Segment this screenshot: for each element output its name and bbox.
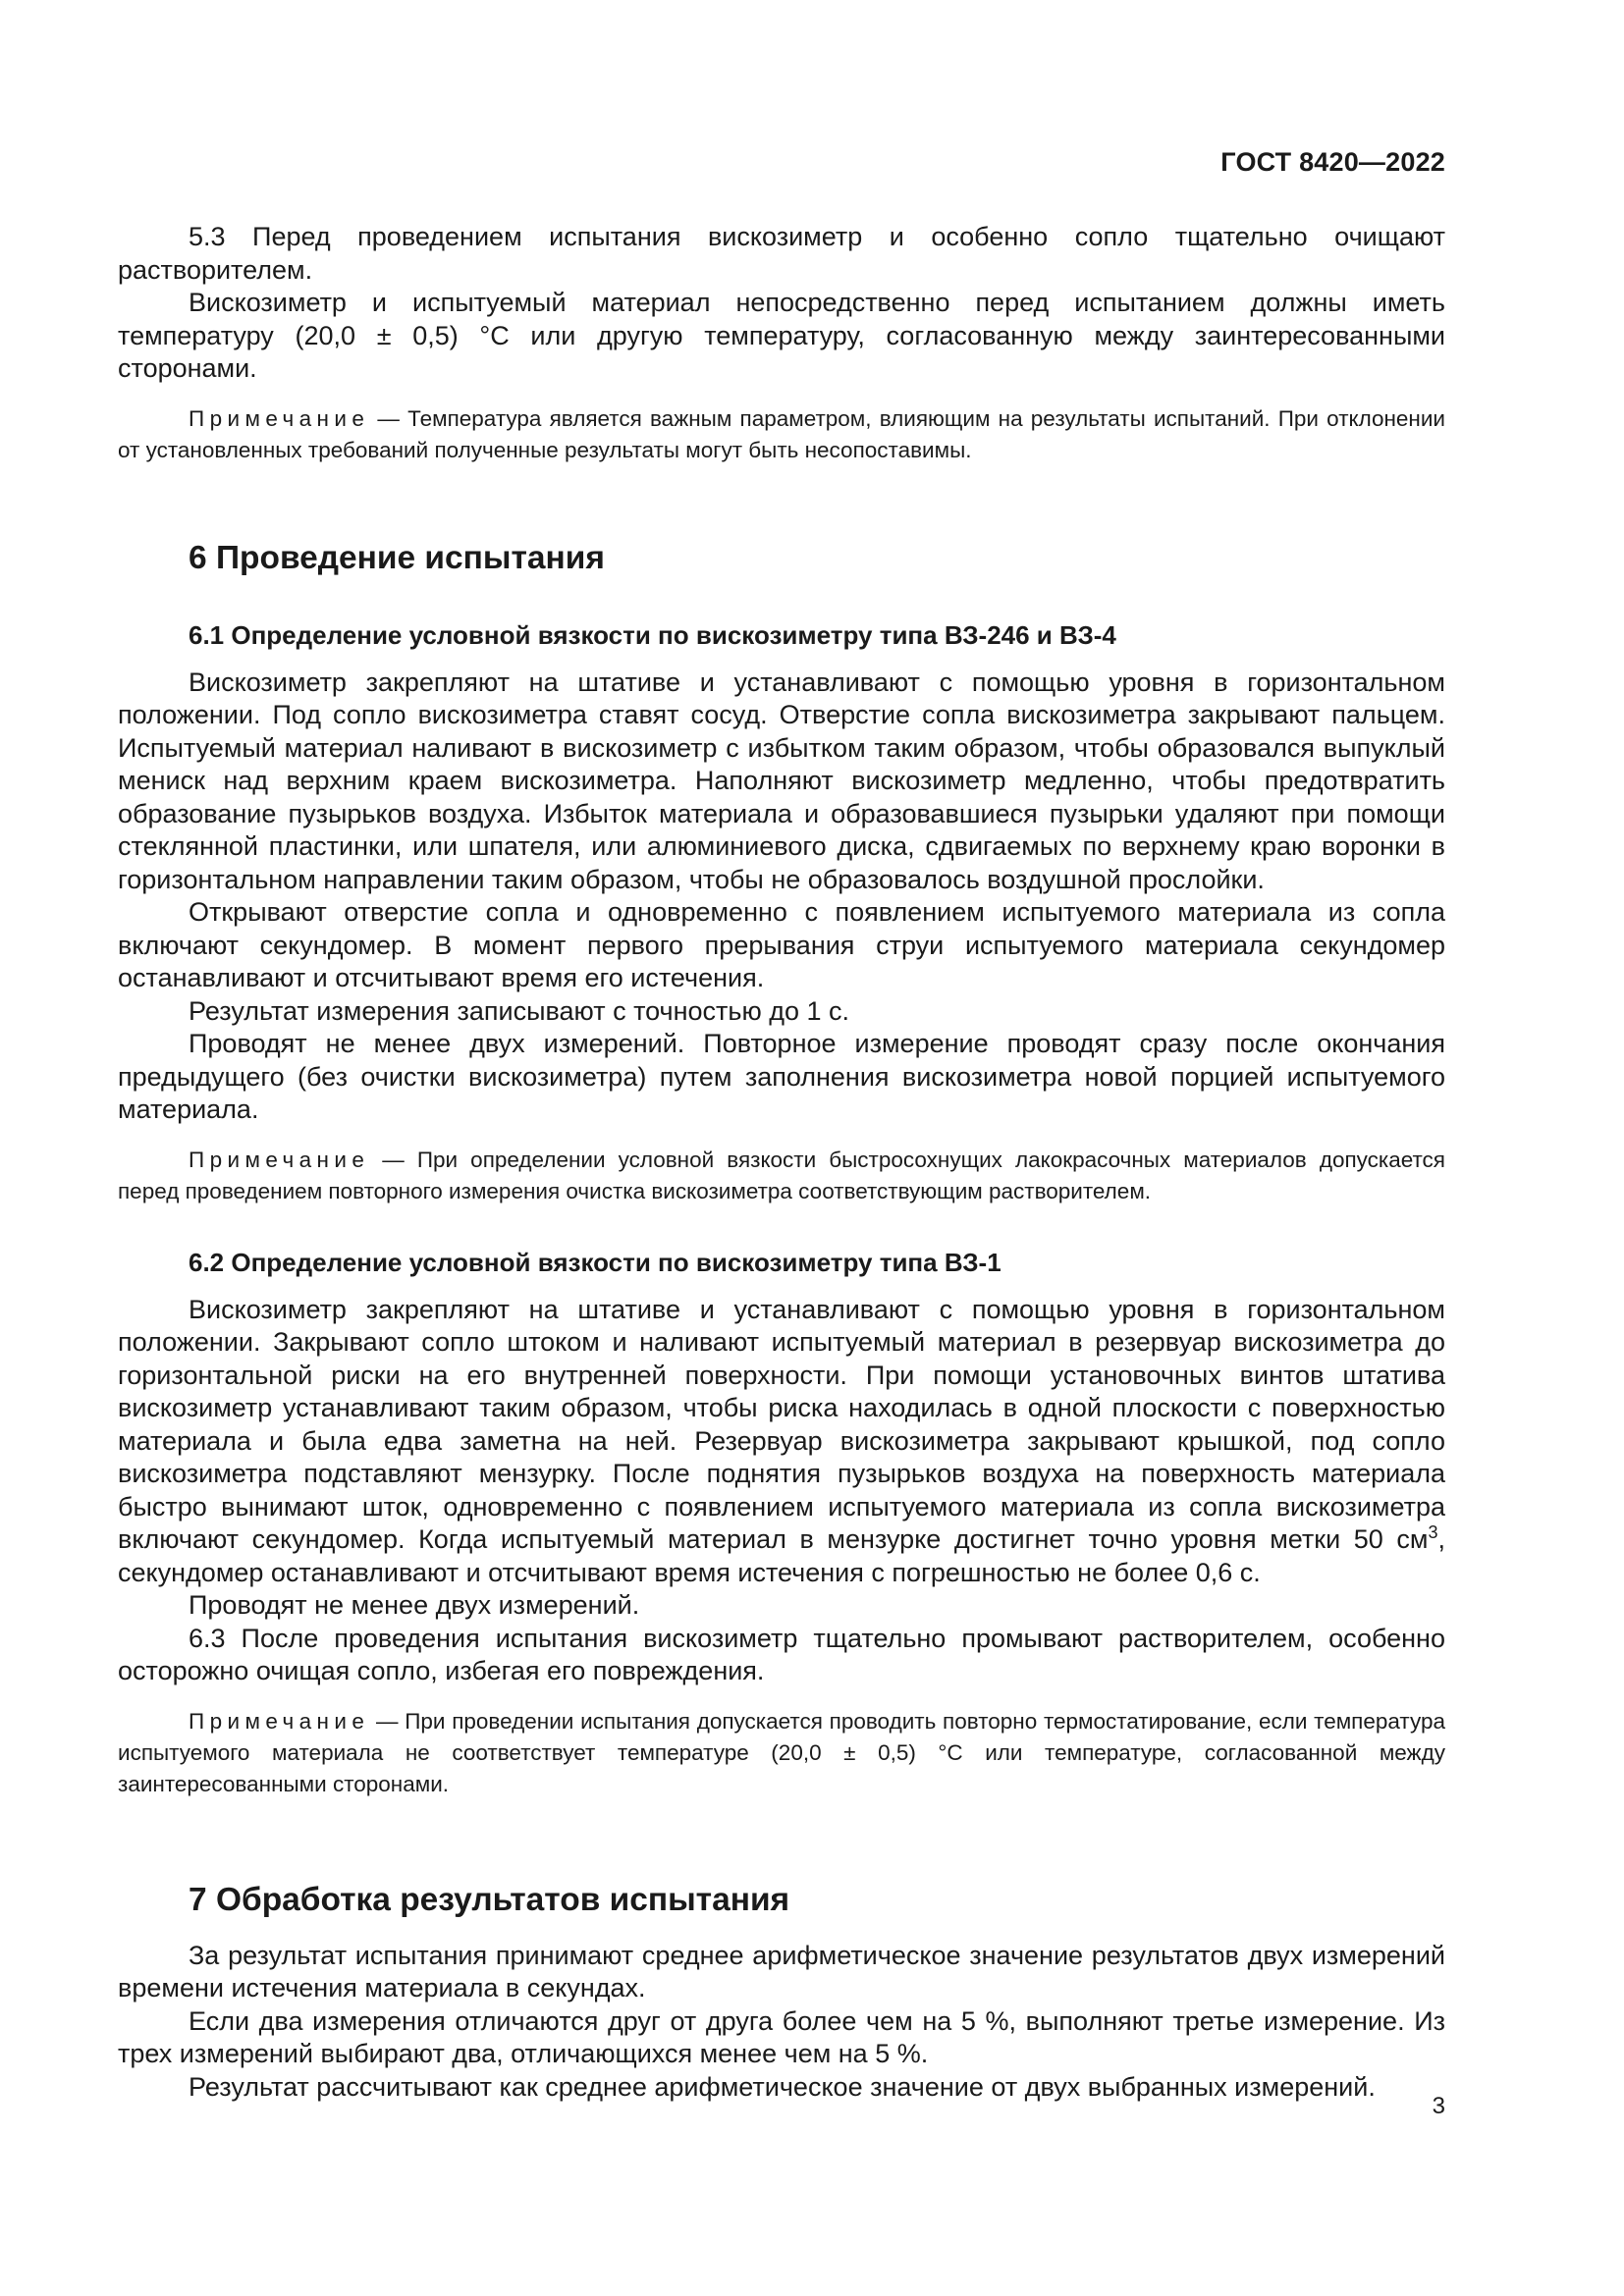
paragraph-7-result: За результат испытания принимают среднее арифметическое значение результатов двух измерений времени истечения материала в секундах.: [118, 1940, 1445, 2002]
subsection-6-2-heading: 6.2 Определение условной вязкости по вискозиметру типа ВЗ-1: [189, 1247, 1001, 1277]
paragraph-6-1-measure: Открывают отверстие сопла и одновременно с появлением испытуемого материала из сопла включают секундомер. В момент первого прерывания струи испытуемого материала секундомер останавливают и отсчитывают время его истечения.: [118, 897, 1445, 992]
section-6-heading: 6 Проведение испытания: [189, 539, 605, 576]
page-number: 3: [1432, 2093, 1445, 2119]
paragraph-6-2-text-a: Вискозиметр закрепляют на штативе и устанавливают с помощью уровня в горизонтальном положении. Закрывают сопло штоком и наливают испытуемый материал в резервуар вискозиметра до горизонтальной риски на его внутренней поверхности. При помощи установочных винтов штатива вискозиметр устанавливают таким образом, чтобы риска находилась в одной плоскости с поверхностью материала и была едва заметна на ней. Резервуар вискозиметра закрывают крышкой, под сопло вискозиметра подставляют мензурку. После поднятия пузырьков воздуха на поверхность материала быстро вынимают шток, одновременно с появлением испытуемого материала из сопла вискозиметра включают секундомер. Когда испытуемый материал в мензурке достигнет точно уровня метки 50 см: [118, 1294, 1445, 1554]
note-label: Примечание: [189, 1708, 370, 1734]
note-6-1: [118, 1145, 1445, 1207]
paragraph-6-1-setup: Вискозиметр закрепляют на штативе и устанавливают с помощью уровня в горизонтальном положении. Под сопло вискозиметра ставят сосуд. Отверстие сопла вискозиметра закрывают пальцем. Испытуемый материал наливают в вискозиметр с избытком таким образом, чтобы образовался выпуклый мениск над верхним краем вискозиметра. Наполняют вискозиметр медленно, чтобы предотвратить образование пузырьков воздуха. Избыток материала и образовавшиеся пузырьки удаляют при помощи стеклянной пластинки, или шпателя, или алюминиевого диска, сдвигаемых по верхнему краю воронки в горизонтальном направлении таким образом, чтобы не образовалось воздушной прослойки.: [118, 667, 1445, 894]
paragraph-7-third-measurement: Если два измерения отличаются друг от друга более чем на 5 %, выполняют третье измерение. Из трех измерений выбирают два, отличающихся менее чем на 5 %.: [118, 2005, 1445, 2068]
paragraph-6-2-repeat: Проводят не менее двух измерений.: [189, 1590, 640, 1620]
section-7-heading: 7 Обработка результатов испытания: [189, 1881, 790, 1918]
document-code-header: ГОСТ 8420—2022: [1220, 147, 1445, 177]
paragraph-6-2-setup: [118, 1294, 1445, 1590]
note-text: — Температура является важным параметром, влияющим на результаты испытаний. При отклонении от установленных требований полученные результаты могут быть несопоставимы.: [118, 405, 1445, 462]
document-body: [118, 221, 1445, 2104]
note-label: Примечание: [189, 1147, 370, 1172]
note-text: — При определении условной вязкости быстросохнущих лакокрасочных материалов допускается перед проведением повторного измерения очистка вискозиметра соответствующим растворителем.: [118, 1147, 1445, 1203]
superscript-3: 3: [1428, 1522, 1438, 1542]
paragraph-temperature: Вискозиметр и испытуемый материал непосредственно перед испытанием должны иметь температуру (20,0 ± 0,5) °С или другую температуру, согласованную между заинтересованными сторонами.: [118, 288, 1445, 383]
paragraph-6-1-precision: Результат измерения записывают с точностью до 1 с.: [189, 995, 850, 1026]
paragraph-5-3: 5.3 Перед проведением испытания вискозиметр и особенно сопло тщательно очищают растворителем.: [118, 222, 1445, 285]
note-6-3: [118, 1706, 1445, 1800]
paragraph-6-3: 6.3 После проведения испытания вискозиметр тщательно промывают растворителем, особенно осторожно очищая сопло, избегая его повреждения.: [118, 1623, 1445, 1685]
note-temperature: [118, 403, 1445, 466]
note-text: — При проведении испытания допускается проводить повторно термостатирование, если температура испытуемого материала не соответствует температуре (20,0 ± 0,5) °С или температуре, согласованной между заинтересованными сторонами.: [118, 1708, 1445, 1796]
paragraph-6-1-repeat: Проводят не менее двух измерений. Повторное измерение проводят сразу после окончания предыдущего (без очистки вискозиметра) путем заполнения вискозиметра новой порцией испытуемого материала.: [118, 1029, 1445, 1124]
paragraph-7-calculation: Результат рассчитывают как среднее арифметическое значение от двух выбранных измерений.: [189, 2071, 1376, 2102]
note-label: Примечание: [189, 405, 370, 431]
paragraph-6-2-text-b: , секундомер останавливают и отсчитывают время истечения с погрешностью не более 0,6 с.: [118, 1524, 1445, 1587]
subsection-6-1-heading: 6.1 Определение условной вязкости по вискозиметру типа ВЗ-246 и ВЗ-4: [189, 619, 1116, 650]
